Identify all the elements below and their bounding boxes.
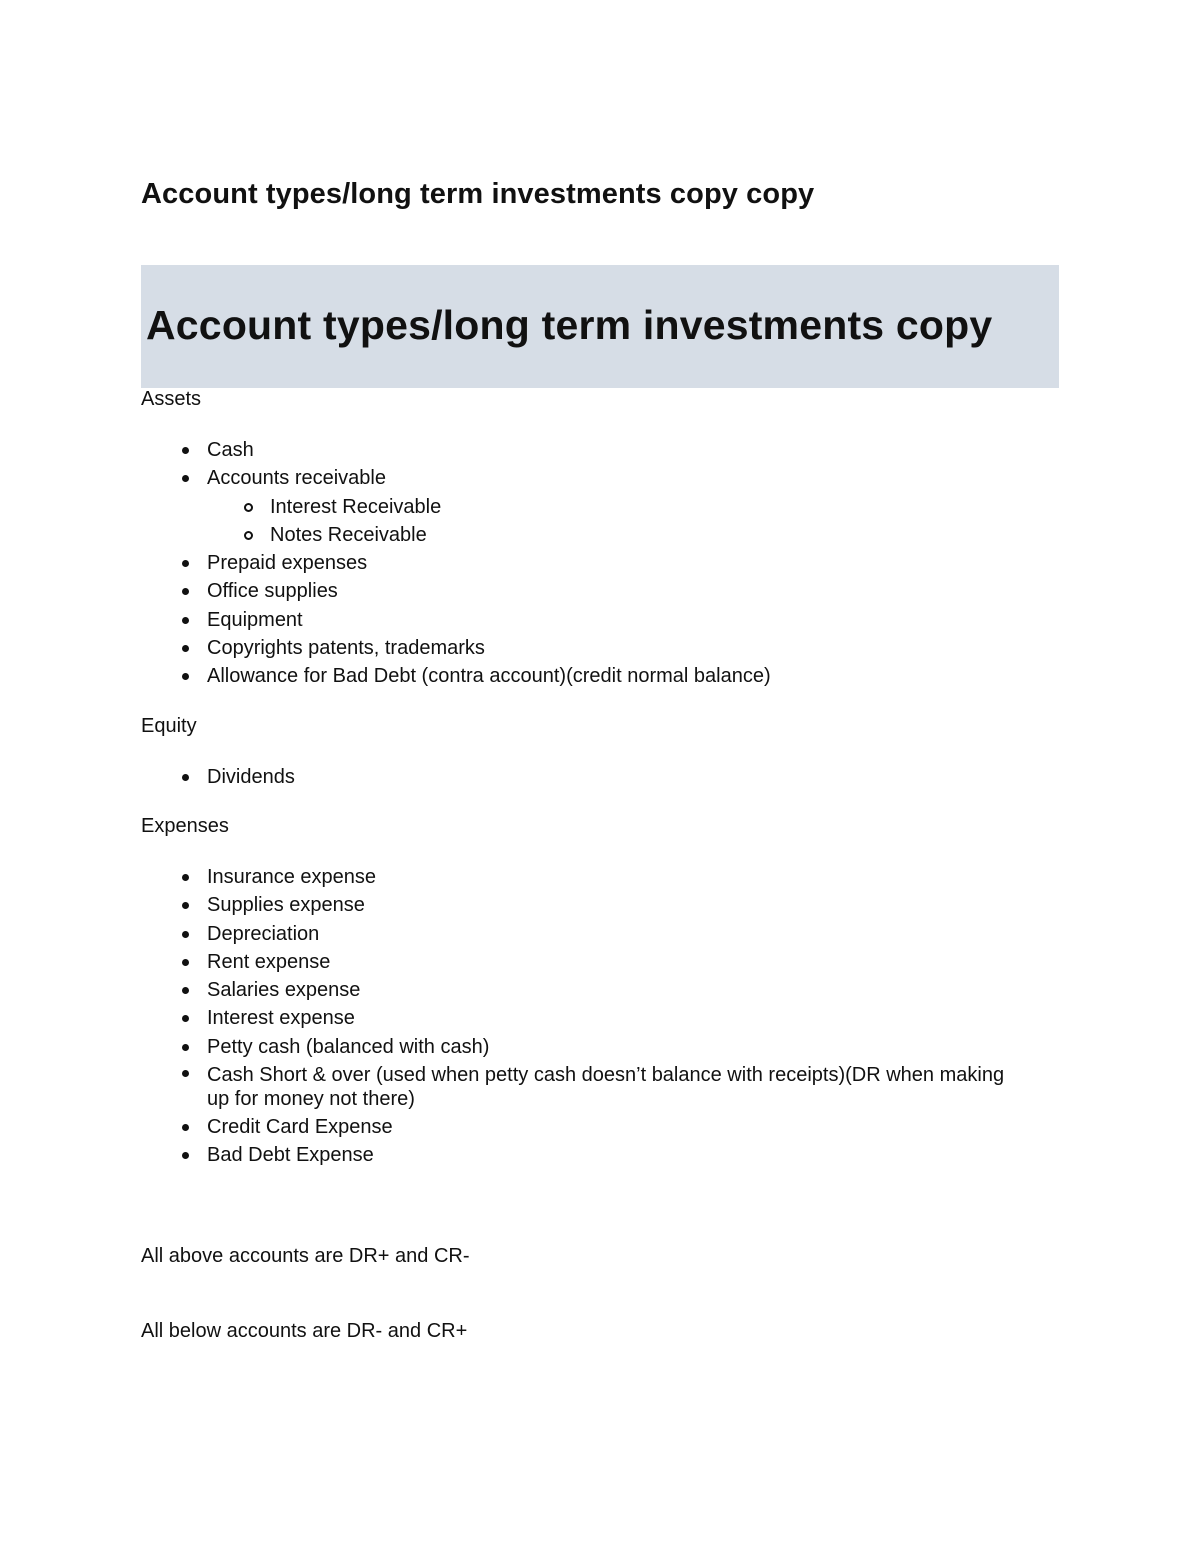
list-item-label: Salaries expense (207, 979, 361, 1002)
list-item-label: Petty cash (balanced with cash) (207, 1035, 490, 1058)
list-item (141, 1113, 1059, 1141)
sublist-item-label: Notes Receivable (270, 523, 427, 546)
list-item-label: Cash (207, 439, 254, 461)
list-item (141, 634, 1059, 662)
list-item (141, 549, 1059, 577)
sublist (207, 493, 1059, 550)
bullet-icon (182, 1070, 189, 1077)
bullet-icon (182, 959, 189, 966)
list-item-label: Credit Card Expense (207, 1116, 393, 1139)
assets-list (141, 436, 1059, 691)
list-item (141, 920, 1059, 948)
note-above-accounts: All above accounts are DR+ and CR- (141, 1245, 470, 1267)
bullet-icon (182, 987, 189, 994)
bullet-icon (182, 617, 189, 624)
bullet-icon (182, 1152, 189, 1159)
hollow-bullet-icon (244, 503, 253, 512)
section-label-expenses: Expenses (141, 815, 229, 837)
bullet-icon (182, 1044, 189, 1051)
list-item-label: Cash Short & over (used when petty cash doesn’t balance with receipts)(DR when making up for money not there) (207, 1064, 1005, 1111)
list-item-label: Equipment (207, 608, 303, 631)
list-item (141, 763, 1059, 791)
list-item-label: Accounts receivable (207, 467, 386, 490)
expenses-list (141, 863, 1059, 1170)
list-item-label: Office supplies (207, 580, 338, 603)
bullet-icon (182, 645, 189, 652)
sublist-item (207, 521, 1059, 549)
section-label-assets: Assets (141, 388, 202, 410)
bullet-icon (182, 475, 189, 482)
list-item (141, 662, 1059, 690)
list-item-label: Dividends (207, 766, 295, 788)
list-item (141, 577, 1059, 605)
bullet-icon (182, 560, 189, 567)
bullet-icon (182, 673, 189, 680)
bullet-icon (182, 774, 189, 781)
list-item-label: Copyrights patents, trademarks (207, 637, 485, 660)
bullet-icon (182, 1015, 189, 1022)
bullet-icon (182, 588, 189, 595)
bullet-icon (182, 902, 189, 909)
document-title: Account types/long term investments copy copy (141, 178, 815, 210)
bullet-icon (182, 447, 189, 454)
list-item-label: Bad Debt Expense (207, 1144, 374, 1167)
list-item (141, 1061, 1059, 1113)
list-item (141, 1004, 1059, 1032)
list-item (141, 1141, 1059, 1169)
list-item (141, 976, 1059, 1004)
list-item-label: Depreciation (207, 922, 320, 945)
bullet-icon (182, 931, 189, 938)
list-item (141, 1033, 1059, 1061)
list-item-label: Rent expense (207, 950, 331, 973)
list-item-label: Supplies expense (207, 894, 365, 917)
list-item-label: Allowance for Bad Debt (contra account)(credit normal balance) (207, 665, 771, 688)
sublist-item-label: Interest Receivable (270, 495, 442, 518)
list-item (141, 891, 1059, 919)
section-label-equity: Equity (141, 715, 197, 737)
list-item-label: Interest expense (207, 1007, 355, 1030)
list-item-label: Insurance expense (207, 866, 377, 888)
equity-list (141, 763, 1059, 791)
note-below-accounts: All below accounts are DR- and CR+ (141, 1320, 468, 1342)
sublist-item (207, 493, 1059, 521)
list-item (141, 464, 1059, 549)
list-item (141, 436, 1059, 464)
bullet-icon (182, 874, 189, 881)
list-item (141, 948, 1059, 976)
hollow-bullet-icon (244, 531, 253, 540)
bullet-icon (182, 1124, 189, 1131)
list-item-label: Prepaid expenses (207, 552, 368, 575)
banner-title: Account types/long term investments copy (146, 302, 993, 348)
list-item (141, 606, 1059, 634)
list-item (141, 863, 1059, 891)
